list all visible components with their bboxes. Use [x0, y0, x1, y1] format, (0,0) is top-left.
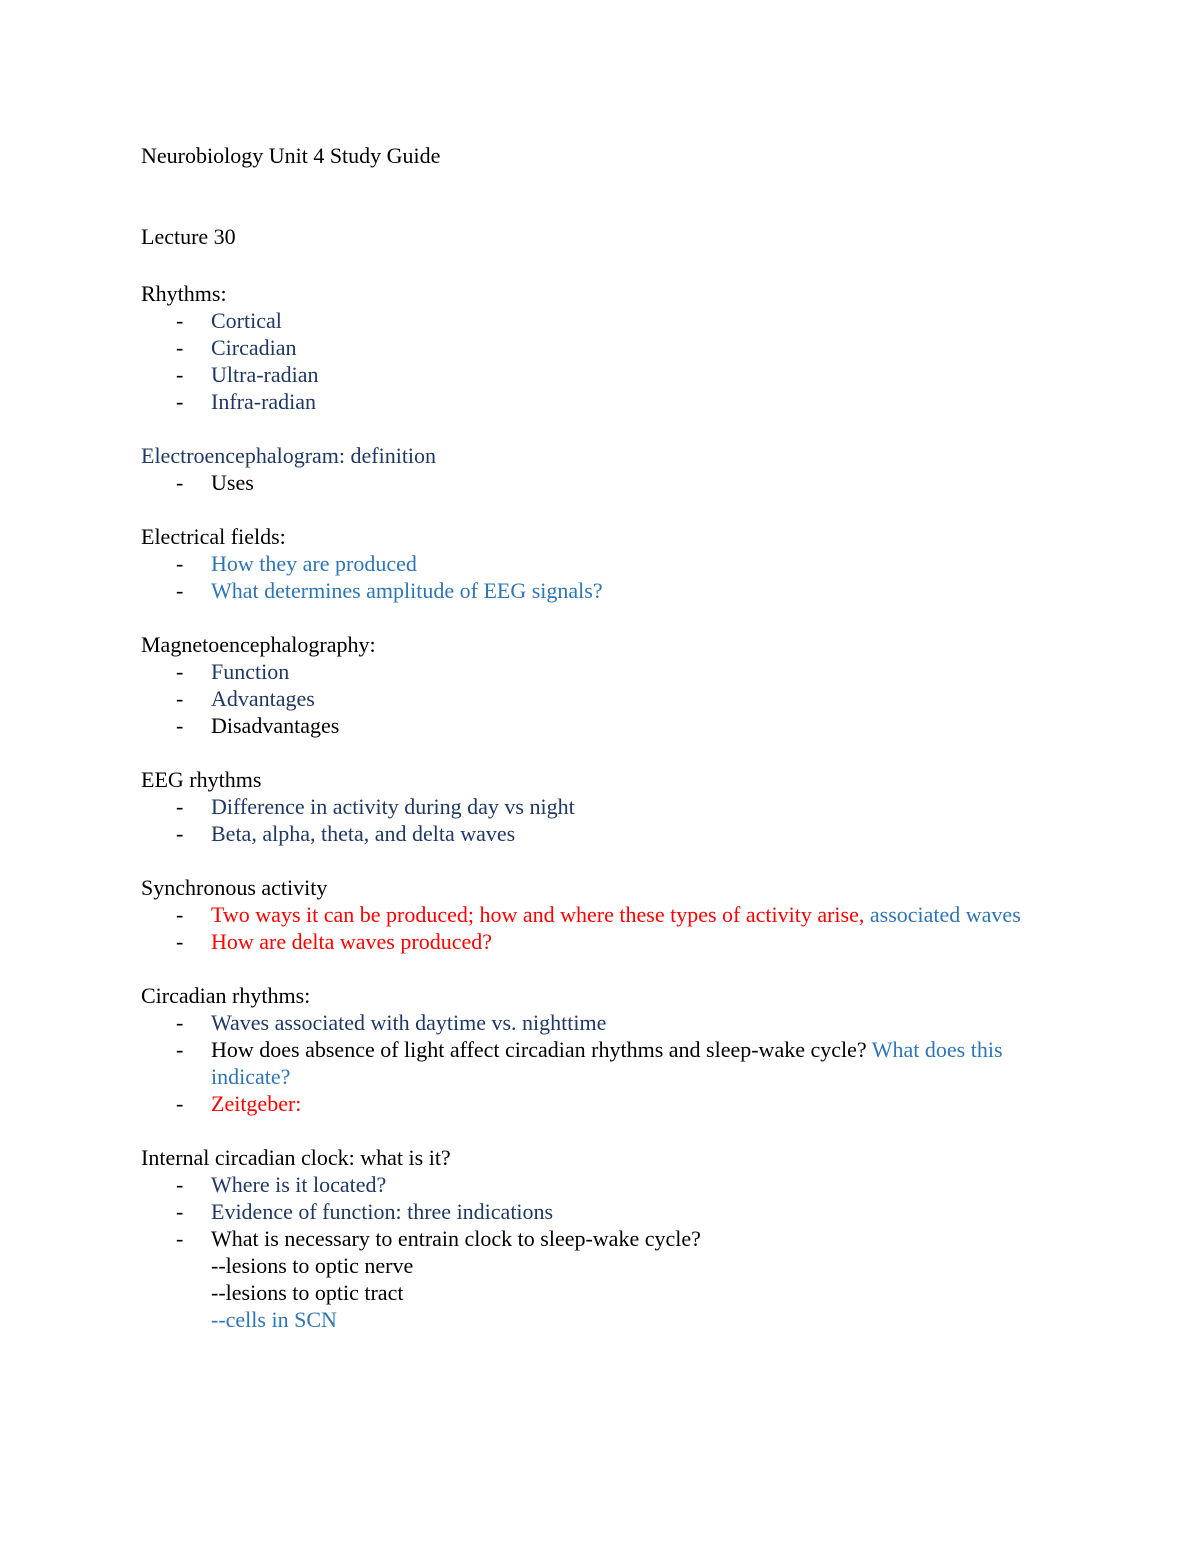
bullet-dash: -	[176, 1226, 184, 1251]
bullet-dash: -	[176, 551, 184, 576]
bullet-dash: -	[176, 659, 184, 684]
list-item: - Disadvantages	[176, 713, 340, 738]
section-synchronous-activity	[141, 874, 1081, 955]
list-item: - How are delta waves produced?	[176, 929, 492, 954]
bullet-dash: -	[176, 794, 184, 819]
bullet-dash: -	[176, 686, 184, 711]
section-magnetoencephalography	[141, 631, 1081, 739]
document-title: Neurobiology Unit 4 Study Guide	[141, 143, 441, 168]
bullet-list	[141, 793, 1081, 847]
section-heading: Circadian rhythms:	[141, 983, 311, 1008]
bullet-list	[141, 307, 1081, 415]
section-heading: Internal circadian clock: what is it?	[141, 1145, 451, 1170]
bullet-dash: -	[176, 929, 184, 954]
bullet-dash: -	[176, 308, 184, 333]
list-item: - Waves associated with daytime vs. nighttime	[176, 1010, 607, 1035]
bullet-dash: -	[176, 902, 184, 927]
sub-item: --cells in SCN	[211, 1307, 337, 1332]
sub-item: --lesions to optic nerve	[211, 1253, 414, 1278]
list-item: - Function	[176, 659, 290, 684]
list-item: - Difference in activity during day vs night	[176, 794, 575, 819]
list-item: - Beta, alpha, theta, and delta waves	[176, 821, 516, 846]
bullet-dash: -	[176, 362, 184, 387]
list-item: - Circadian	[176, 335, 297, 360]
bullet-dash: -	[176, 1172, 184, 1197]
list-item: - Ultra-radian	[176, 362, 319, 387]
section-electrical-fields	[141, 523, 1081, 604]
bullet-dash: -	[176, 470, 184, 495]
bullet-dash: -	[176, 713, 184, 738]
section-circadian-rhythms	[141, 982, 1081, 1117]
section-rhythms	[141, 280, 1081, 415]
bullet-list	[141, 1009, 1081, 1117]
list-item: - How does absence of light affect circadian rhythms and sleep-wake cycle? What does this indicate?	[176, 1037, 1003, 1089]
list-item: - Cortical	[176, 308, 282, 333]
list-item: - Two ways it can be produced; how and where these types of activity arise, associated waves	[176, 902, 1021, 927]
list-item: - Zeitgeber:	[176, 1091, 302, 1116]
section-heading: EEG rhythms	[141, 767, 262, 792]
list-item: - Advantages	[176, 686, 315, 711]
bullet-dash: -	[176, 1010, 184, 1035]
bullet-dash: -	[176, 1091, 184, 1116]
section-heading: Electroencephalogram: definition	[141, 443, 437, 468]
list-item: - What is necessary to entrain clock to sleep-wake cycle?	[176, 1226, 701, 1251]
lecture-heading: Lecture 30	[141, 224, 236, 249]
bullet-list	[141, 469, 1081, 496]
section-eeg-rhythms	[141, 766, 1081, 847]
bullet-list	[141, 658, 1081, 739]
list-item: - How they are produced	[176, 551, 417, 576]
bullet-dash: -	[176, 821, 184, 846]
bullet-list	[141, 1171, 1081, 1252]
bullet-dash: -	[176, 578, 184, 603]
section-heading: Synchronous activity	[141, 875, 328, 900]
section-internal-clock	[141, 1144, 1081, 1333]
section-eeg-definition	[141, 442, 1081, 496]
bullet-dash: -	[176, 389, 184, 414]
bullet-list	[141, 901, 1081, 955]
bullet-dash: -	[176, 1037, 184, 1062]
bullet-dash: -	[176, 335, 184, 360]
section-heading: Electrical fields:	[141, 524, 286, 549]
section-heading: Rhythms:	[141, 281, 227, 306]
list-item: - Uses	[176, 470, 254, 495]
study-guide-page	[141, 142, 1081, 1360]
sub-item: --lesions to optic tract	[211, 1280, 404, 1305]
list-item: - Where is it located?	[176, 1172, 387, 1197]
bullet-dash: -	[176, 1199, 184, 1224]
list-item: - Infra-radian	[176, 389, 317, 414]
list-item: - What determines amplitude of EEG signals?	[176, 578, 603, 603]
list-item: - Evidence of function: three indications	[176, 1199, 554, 1224]
bullet-list	[141, 550, 1081, 604]
section-heading: Magnetoencephalography:	[141, 632, 376, 657]
